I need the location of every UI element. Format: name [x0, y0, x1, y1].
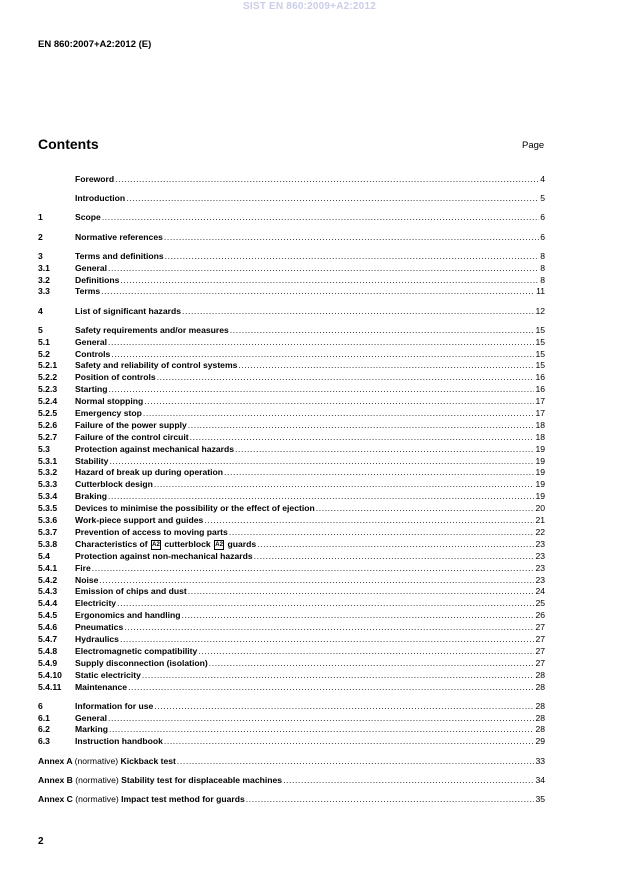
toc-entry-title: Emission of chips and dust: [75, 586, 187, 597]
toc-entry-page: 28: [535, 712, 545, 723]
toc-entry-number: 5.4: [38, 550, 50, 561]
toc-entry-page: 28: [535, 681, 545, 692]
toc-entry-page: 23: [535, 550, 545, 561]
dot-leader: [182, 610, 535, 622]
toc-entry-title: Protection against non-mechanical hazards: [75, 550, 253, 561]
toc-entry-title: Protection against mechanical hazards: [75, 443, 235, 454]
toc-entry-page: 6: [540, 212, 545, 223]
toc-entry-title: Failure of the control circuit: [75, 431, 189, 442]
toc-entry-number: 4: [38, 305, 43, 316]
toc-entry-title: Starting: [75, 384, 108, 395]
toc-entry-number: 5: [38, 324, 43, 335]
dot-leader: [157, 372, 535, 384]
toc-entry-number: 6: [38, 700, 43, 711]
toc-entry-title: Introduction: [75, 193, 126, 204]
annex-normative-label: (normative): [75, 774, 119, 785]
watermark: SIST EN 860:2009+A2:2012: [243, 1, 376, 12]
toc-entry-number: 5.3.2: [38, 467, 58, 478]
toc-entry-page: 26: [535, 610, 545, 621]
toc-entry-page: 34: [535, 774, 545, 785]
toc-entry[interactable]: [38, 682, 545, 694]
toc-entry-page: 16: [535, 372, 545, 383]
dot-leader: [108, 337, 534, 349]
toc-entry-number: 5.3: [38, 443, 50, 454]
toc-entry-number: 5.4.7: [38, 633, 58, 644]
annex-normative-label: (normative): [74, 755, 119, 766]
toc-entry-number: 5.2.6: [38, 419, 58, 430]
toc-entry-page: 8: [540, 250, 545, 261]
toc-entry-title: [38, 756, 176, 768]
dot-leader: [120, 275, 539, 287]
toc-entry-number: 5.4.5: [38, 610, 58, 621]
toc-entry-title: Prevention of access to moving parts: [75, 526, 228, 537]
toc-entry[interactable]: [38, 634, 545, 646]
toc-entry-title: Normative references: [75, 231, 163, 242]
dot-leader: [142, 670, 535, 682]
toc-entry-page: 6: [540, 231, 545, 242]
toc-entry-title: Emergency stop: [75, 408, 142, 419]
dot-leader: [235, 444, 534, 456]
toc-entry-number: 6.1: [38, 712, 50, 723]
toc-entry[interactable]: [38, 193, 545, 205]
toc-entry[interactable]: [38, 467, 545, 479]
dot-leader: [143, 408, 535, 420]
toc-entry-title: Definitions: [75, 274, 120, 285]
dot-leader: [120, 634, 534, 646]
toc-entry[interactable]: [38, 263, 545, 275]
toc-entry-page: 27: [535, 657, 545, 668]
toc-entry-number: 5.4.6: [38, 622, 58, 633]
toc-entry[interactable]: [38, 491, 545, 503]
toc-entry-title: List of significant hazards: [75, 305, 182, 316]
amendment-end-icon: A2: [215, 541, 223, 548]
toc-entry-page: 24: [535, 586, 545, 597]
page-number: 2: [38, 836, 44, 847]
toc-title-part: guards: [227, 538, 257, 549]
toc-entry-title: Scope: [75, 212, 101, 223]
annex-title: Kickback test: [120, 755, 176, 766]
dot-leader: [109, 456, 534, 468]
toc-entry-title: [38, 794, 245, 806]
toc-entry[interactable]: [38, 360, 545, 372]
toc-entry[interactable]: [38, 384, 545, 396]
toc-entry[interactable]: [38, 646, 545, 658]
toc-entry[interactable]: [38, 756, 545, 768]
toc-entry-title: [38, 775, 282, 787]
toc-entry-page: 23: [535, 562, 545, 573]
dot-leader: [254, 551, 535, 563]
toc-entry-title: Hydraulics: [75, 633, 119, 644]
dot-leader: [190, 432, 535, 444]
toc-entry-number: 5.3.4: [38, 491, 58, 502]
toc-title-part: Characteristics of: [75, 538, 148, 549]
toc-entry-number: 3: [38, 250, 43, 261]
toc-entry[interactable]: [38, 503, 545, 515]
toc-entry[interactable]: [38, 337, 545, 349]
toc-entry-title: Position of controls: [75, 372, 156, 383]
toc-entry-page: 19: [535, 491, 545, 502]
toc-entry-number: 5.1: [38, 336, 50, 347]
toc-entry-number: 5.4.1: [38, 562, 58, 573]
toc-entry-title: Stability: [75, 455, 109, 466]
toc-entry-number: 5.2: [38, 348, 50, 359]
dot-leader: [177, 756, 535, 768]
toc-entry[interactable]: [38, 286, 545, 298]
toc-entry[interactable]: [38, 794, 545, 806]
toc-entry-title: Normal stopping: [75, 396, 144, 407]
toc-entry-page: 35: [535, 793, 545, 804]
toc-entry-number: 6.3: [38, 736, 50, 747]
toc-entry[interactable]: [38, 408, 545, 420]
dot-leader: [154, 479, 535, 491]
annex-title: Impact test method for guards: [121, 793, 245, 804]
toc-entry-title: General: [75, 262, 108, 273]
toc-entry[interactable]: [38, 174, 545, 186]
toc-entry-title: Electromagnetic compatibility: [75, 645, 198, 656]
toc-title-part: cutterblock: [164, 538, 211, 549]
toc-entry-page: 33: [535, 755, 545, 766]
toc-entry-number: 5.3.3: [38, 479, 58, 490]
toc-entry[interactable]: [38, 775, 545, 787]
toc-entry-page: 28: [535, 700, 545, 711]
toc-entry[interactable]: [38, 456, 545, 468]
dot-leader: [283, 775, 534, 787]
toc-entry-title: Noise: [75, 574, 99, 585]
dot-leader: [124, 622, 534, 634]
dot-leader: [224, 467, 534, 479]
toc-entry-number: 2: [38, 231, 43, 242]
toc-entry-number: 5.4.11: [38, 681, 62, 692]
toc-entry-title: Information for use: [75, 700, 154, 711]
dot-leader: [316, 503, 535, 515]
dot-leader: [115, 174, 539, 186]
toc-entry-page: 19: [535, 467, 545, 478]
toc-entry-number: 5.2.2: [38, 372, 58, 383]
toc-entry-title: Cutterblock design: [75, 479, 153, 490]
toc-entry-page: 27: [535, 633, 545, 644]
toc-entry-title: Marking: [75, 724, 108, 735]
toc-entry-page: 19: [535, 455, 545, 466]
dot-leader: [99, 575, 534, 587]
toc-entry-page: 8: [540, 262, 545, 273]
toc-entry[interactable]: [38, 251, 545, 263]
toc-entry[interactable]: [38, 479, 545, 491]
toc-entry-number: 6.2: [38, 724, 50, 735]
page-column-label: Page: [522, 140, 545, 151]
toc-entry[interactable]: [38, 420, 545, 432]
toc-entry-page: 15: [535, 348, 545, 359]
dot-leader: [230, 325, 535, 337]
toc-entry[interactable]: [38, 232, 545, 244]
toc-entry[interactable]: [38, 670, 545, 682]
dot-leader: [109, 724, 534, 736]
toc-entry-title: Maintenance: [75, 681, 128, 692]
toc-entry-page: 23: [535, 574, 545, 585]
toc-entry[interactable]: [38, 610, 545, 622]
toc-entry-number: 5.2.4: [38, 396, 58, 407]
toc-entry-title: Foreword: [75, 174, 115, 184]
toc-entry-page: 19: [535, 479, 545, 490]
toc-entry[interactable]: [38, 515, 545, 527]
toc-entry-page: 4: [540, 174, 545, 184]
toc-entry-page: 12: [535, 305, 545, 316]
toc-entry-title: Pneumatics: [75, 622, 124, 633]
toc-entry-number: 5.4.10: [38, 669, 62, 680]
annex-label: Annex C: [38, 793, 73, 804]
toc-entry[interactable]: [38, 736, 545, 748]
toc-entry-title: Supply disconnection (isolation): [75, 657, 208, 668]
toc-entry[interactable]: [38, 724, 545, 736]
toc-entry-page: 17: [535, 408, 545, 419]
toc-entry-title: Fire: [75, 562, 91, 573]
dot-leader: [154, 701, 534, 713]
dot-leader: [126, 193, 539, 205]
dot-leader: [188, 586, 535, 598]
toc-entry-title: Static electricity: [75, 669, 141, 680]
dot-leader: [164, 232, 539, 244]
toc-entry[interactable]: [38, 658, 545, 670]
toc-entry-number: 5.4.4: [38, 598, 58, 609]
annex-title: Stability test for displaceable machines: [121, 774, 283, 785]
toc-entry-page: 21: [535, 515, 545, 526]
toc-entry-title: Safety requirements and/or measures: [75, 324, 229, 335]
dot-leader: [164, 736, 535, 748]
toc-entry[interactable]: [38, 275, 545, 287]
toc-entry-title: Work-piece support and guides: [75, 515, 204, 526]
toc-entry-page: 17: [535, 396, 545, 407]
toc-entry-number: 5.2.5: [38, 408, 58, 419]
dot-leader: [198, 646, 534, 658]
dot-leader: [108, 713, 534, 725]
toc-entry-number: 5.4.9: [38, 657, 58, 668]
toc-entry-page: 18: [535, 419, 545, 430]
toc-entry-title: Devices to minimise the possibility or the effect of ejection: [75, 503, 315, 514]
toc-entry-page: 28: [535, 669, 545, 680]
toc-entry-title: Terms: [75, 286, 101, 297]
toc-entry-page: 27: [535, 645, 545, 656]
dot-leader: [204, 515, 534, 527]
toc-entry-number: 5.2.3: [38, 384, 58, 395]
toc-entry-title: [75, 539, 256, 551]
dot-leader: [108, 491, 534, 503]
toc-entry-number: 5.3.6: [38, 515, 58, 526]
toc-entry[interactable]: [38, 396, 545, 408]
toc-entry-title: Failure of the power supply: [75, 419, 187, 430]
toc-entry-page: 20: [535, 503, 545, 514]
dot-leader: [117, 598, 534, 610]
dot-leader: [108, 384, 534, 396]
dot-leader: [108, 263, 539, 275]
toc-entry-number: 5.4.2: [38, 574, 58, 585]
dot-leader: [238, 360, 534, 372]
dot-leader: [128, 682, 534, 694]
toc-entry-number: 5.4.8: [38, 645, 58, 656]
toc-entry[interactable]: [38, 539, 545, 551]
toc-entry[interactable]: [38, 713, 545, 725]
toc-entry-number: 5.2.7: [38, 431, 58, 442]
toc-entry-number: 5.2.1: [38, 360, 58, 371]
dot-leader: [111, 349, 534, 361]
toc-entry-page: 29: [535, 736, 545, 747]
toc-entry-title: Instruction handbook: [75, 736, 163, 747]
dot-leader: [144, 396, 534, 408]
toc-entry[interactable]: [38, 598, 545, 610]
toc-entry[interactable]: [38, 372, 545, 384]
dot-leader: [101, 286, 535, 298]
amendment-start-icon: A2: [152, 541, 160, 548]
toc-entry-number: 5.4.3: [38, 586, 58, 597]
toc-entry[interactable]: [38, 622, 545, 634]
toc-entry-title: Terms and definitions: [75, 250, 164, 261]
toc-entry-title: General: [75, 712, 108, 723]
toc-entry[interactable]: [38, 551, 545, 563]
toc-entry-title: General: [75, 336, 108, 347]
dot-leader: [188, 420, 535, 432]
toc-entry-number: 5.3.7: [38, 526, 58, 537]
toc-entry-page: 15: [535, 360, 545, 371]
dot-leader: [229, 527, 535, 539]
dot-leader: [92, 563, 535, 575]
annex-normative-label: (normative): [75, 793, 119, 804]
toc-entry-page: 19: [535, 443, 545, 454]
toc-entry-number: 5.3.8: [38, 538, 58, 549]
toc-entry[interactable]: [38, 325, 545, 337]
toc-entry-page: 16: [535, 384, 545, 395]
toc-entry-number: 3.3: [38, 286, 50, 297]
toc-entry-page: 25: [535, 598, 545, 609]
toc-entry-page: 18: [535, 431, 545, 442]
toc-entry-title: Controls: [75, 348, 111, 359]
toc-entry-page: 27: [535, 622, 545, 633]
toc-entry[interactable]: [38, 306, 545, 318]
dot-leader: [209, 658, 535, 670]
toc-entry-title: Braking: [75, 491, 107, 502]
toc-entry-page: 22: [535, 526, 545, 537]
toc-entry-page: 15: [535, 336, 545, 347]
toc-entry[interactable]: [38, 212, 545, 224]
toc-entry-page: 5: [540, 193, 545, 204]
toc-entry-number: 3.2: [38, 274, 50, 285]
toc-entry[interactable]: [38, 432, 545, 444]
toc-entry-title: Electricity: [75, 598, 117, 609]
toc-entry-page: 8: [540, 274, 545, 285]
toc-entry-number: 5.3.1: [38, 455, 58, 466]
toc-entry[interactable]: [38, 575, 545, 587]
dot-leader: [257, 539, 534, 551]
toc-entry-page: 15: [535, 324, 545, 335]
toc-entry[interactable]: [38, 586, 545, 598]
toc-entry-number: 3.1: [38, 262, 50, 273]
toc-entry-title: Ergonomics and handling: [75, 610, 181, 621]
toc-entry-page: 23: [535, 538, 545, 549]
toc-entry[interactable]: [38, 527, 545, 539]
annex-label: Annex A: [38, 755, 73, 766]
dot-leader: [182, 306, 534, 318]
toc-entry[interactable]: [38, 349, 545, 361]
dot-leader: [165, 251, 540, 263]
toc-entry-title: Hazard of break up during operation: [75, 467, 224, 478]
toc-entry[interactable]: [38, 701, 545, 713]
toc-entry-title: Safety and reliability of control systems: [75, 360, 238, 371]
dot-leader: [102, 212, 539, 224]
toc-entry[interactable]: [38, 444, 545, 456]
toc-entry-page: 28: [535, 724, 545, 735]
document-id: EN 860:2007+A2:2012 (E): [38, 39, 152, 50]
toc-entry-number: 5.3.5: [38, 503, 58, 514]
annex-label: Annex B: [38, 774, 73, 785]
toc-entry-number: 1: [38, 212, 43, 223]
table-of-contents: [38, 174, 545, 806]
dot-leader: [246, 794, 535, 806]
toc-entry-page: 11: [536, 286, 545, 297]
toc-entry[interactable]: [38, 563, 545, 575]
contents-heading: Contents: [38, 136, 99, 152]
